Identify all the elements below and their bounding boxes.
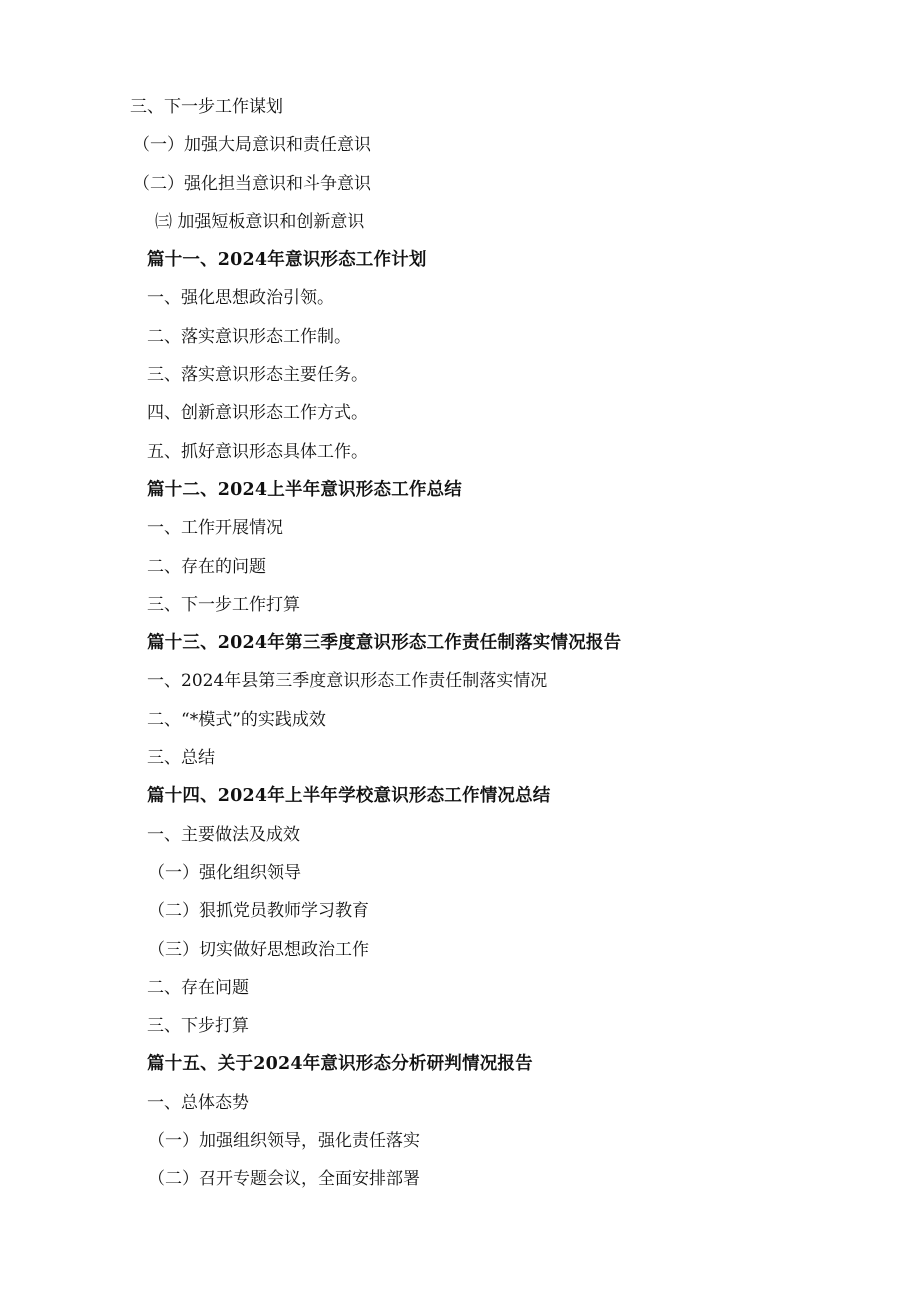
outline-subitem: （一）强化组织领导 bbox=[148, 862, 301, 883]
outline-subitem: （二）召开专题会议，全面安排部署 bbox=[148, 1169, 420, 1190]
outline-item: 二、存在的问题 bbox=[147, 556, 266, 577]
outline-item: （二）强化担当意识和斗争意识 bbox=[133, 173, 371, 194]
outline-item: 三、下一步工作打算 bbox=[147, 594, 300, 615]
outline-item: 五、抓好意识形态具体工作。 bbox=[147, 441, 368, 462]
outline-item: 四、创新意识形态工作方式。 bbox=[147, 403, 368, 424]
chapter-title: 篇十五、关于2024年意识形态分析研判情况报告 bbox=[147, 1054, 533, 1075]
outline-item: 三、落实意识形态主要任务。 bbox=[147, 365, 368, 386]
outline-item: 三、总结 bbox=[147, 748, 215, 769]
outline-item: 三、下步打算 bbox=[147, 1016, 249, 1037]
outline-item: 一、主要做法及成效 bbox=[147, 824, 300, 845]
chapter-title: 篇十一、2024年意识形态工作计划 bbox=[147, 250, 427, 271]
outline-item: ㈢ 加强短板意识和创新意识 bbox=[155, 211, 365, 232]
outline-subitem: （一）加强组织领导，强化责任落实 bbox=[148, 1131, 420, 1152]
outline-item: 一、2024年县第三季度意识形态工作责任制落实情况 bbox=[147, 671, 548, 692]
outline-item: （一）加强大局意识和责任意识 bbox=[133, 135, 371, 156]
outline-item: 二、落实意识形态工作制。 bbox=[147, 326, 351, 347]
chapter-title: 篇十二、2024上半年意识形态工作总结 bbox=[147, 479, 463, 500]
outline-heading: 三、下一步工作谋划 bbox=[130, 97, 283, 117]
outline-item: 一、总体态势 bbox=[147, 1092, 249, 1113]
outline-subitem: （三）切实做好思想政治工作 bbox=[148, 939, 369, 960]
chapter-title: 篇十四、2024年上半年学校意识形态工作情况总结 bbox=[147, 786, 551, 807]
outline-item: 二、“*模式”的实践成效 bbox=[147, 709, 326, 730]
chapter-title: 篇十三、2024年第三季度意识形态工作责任制落实情况报告 bbox=[147, 633, 622, 654]
outline-item: 一、强化思想政治引领。 bbox=[147, 288, 334, 309]
outline-item: 一、工作开展情况 bbox=[147, 518, 283, 539]
document-page bbox=[0, 88, 920, 1199]
outline-item: 二、存在问题 bbox=[147, 977, 249, 998]
outline-subitem: （二）狠抓党员教师学习教育 bbox=[148, 901, 369, 922]
